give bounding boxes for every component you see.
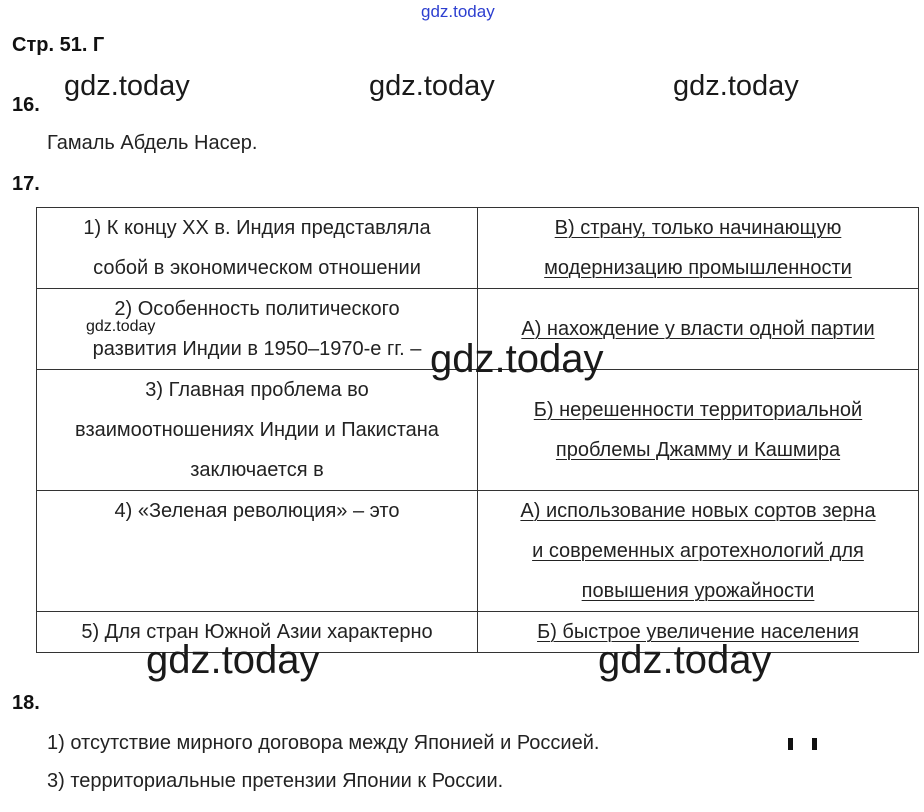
answer-line: модернизацию промышленности: [544, 257, 852, 279]
cell-line: 4) «Зеленая революция» – это: [114, 500, 400, 522]
watermark-large: gdz.today: [598, 638, 772, 682]
answer-line: Б) быстрое увеличение населения: [537, 621, 859, 643]
cell-line: 5) Для стран Южной Азии характерно: [81, 621, 433, 643]
table-row: [37, 370, 919, 491]
answer-line: В) страну, только начинающую: [554, 217, 842, 239]
cell-line: взаимоотношениях Индии и Пакистана: [75, 419, 439, 441]
table-cell-answer: [478, 491, 919, 612]
question-18-number: 18.: [12, 692, 40, 714]
question-18-answer-line: 3) территориальные претензии Японии к России.: [47, 770, 504, 792]
table-row: [37, 208, 919, 289]
cell-line: заключается в: [190, 459, 324, 481]
answer-line: Б) нерешенности территориальной: [533, 399, 863, 421]
table-cell-question: [37, 491, 478, 612]
matching-table: [36, 207, 919, 653]
answer-line: повышения урожайности: [581, 580, 815, 602]
cell-line: собой в экономическом отношении: [93, 257, 421, 279]
watermark: gdz.today: [369, 70, 495, 102]
cell-line: 2) Особенность политического: [114, 298, 400, 320]
answer-line: проблемы Джамму и Кашмира: [555, 439, 841, 461]
table-cell-answer: [478, 370, 919, 491]
answer-line: А) нахождение у власти одной партии: [521, 318, 875, 340]
table-row: [37, 491, 919, 612]
watermark-top: gdz.today: [421, 2, 495, 21]
question-18-answer-line: 1) отсутствие мирного договора между Японией и Россией.: [47, 732, 600, 754]
table-cell-question: [37, 208, 478, 289]
stray-marks: [786, 738, 826, 752]
table-cell-answer: [478, 208, 919, 289]
page-header: Стр. 51. Г: [12, 34, 105, 56]
cell-line: 1) К концу XX в. Индия представляла: [83, 217, 431, 239]
question-17-number: 17.: [12, 173, 40, 195]
watermark-small: gdz.today: [86, 318, 156, 335]
table-cell-question: [37, 370, 478, 491]
watermark: gdz.today: [64, 70, 190, 102]
question-16-answer: Гамаль Абдель Насер.: [47, 132, 258, 154]
cell-line: развития Индии в 1950–1970-е гг. –: [92, 338, 422, 360]
answer-line: А) использование новых сортов зерна: [520, 500, 876, 522]
watermark: gdz.today: [673, 70, 799, 102]
question-16-number: 16.: [12, 94, 40, 116]
watermark-large: gdz.today: [430, 337, 604, 381]
watermark-large: gdz.today: [146, 638, 320, 682]
cell-line: 3) Главная проблема во: [145, 379, 369, 401]
answer-line: и современных агротехнологий для: [532, 540, 864, 562]
